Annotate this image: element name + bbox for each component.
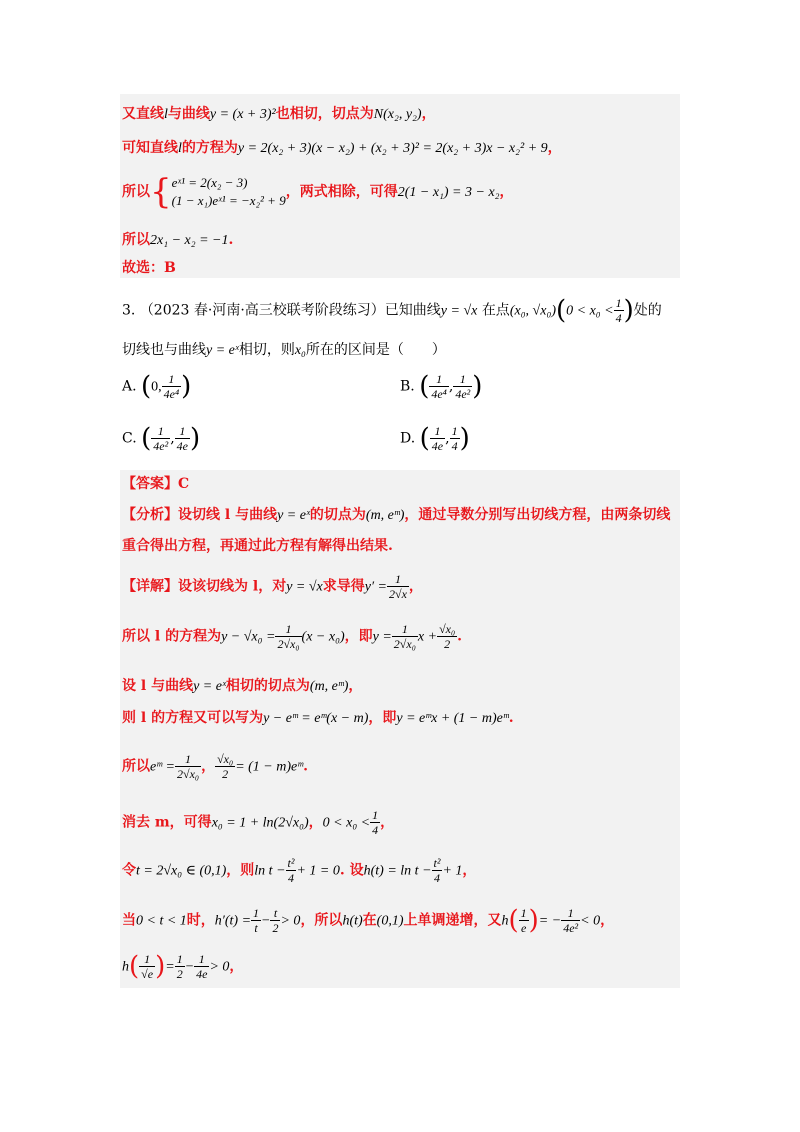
equation-system: [172, 174, 286, 210]
option-label: A.: [122, 378, 137, 395]
text: ，即: [344, 628, 373, 645]
den: 2√x: [389, 587, 407, 601]
text: 故选：B: [122, 260, 176, 276]
math: < 0: [580, 913, 601, 929]
equation: y = eˣ: [206, 343, 239, 358]
fraction: [151, 424, 170, 453]
math: (0,1): [376, 913, 404, 929]
detail-line-2: [122, 622, 462, 651]
fraction: [430, 424, 445, 453]
equation: y = √x: [440, 303, 478, 319]
text: 所以: [122, 758, 150, 775]
text: ，: [499, 184, 514, 200]
math: l: [178, 141, 182, 156]
detail-line-8: [122, 906, 614, 935]
point: N(x₂, y₂): [373, 107, 422, 122]
point: (m, eᵐ): [309, 679, 349, 694]
equation: y = eᵐx + (1 − m)eᵐ: [396, 711, 509, 726]
solution-line-1: [122, 104, 436, 125]
text: ，: [421, 106, 436, 122]
text: 消去 m，可得: [122, 814, 212, 831]
math: h(t): [342, 913, 363, 929]
text: ，所以: [300, 912, 343, 929]
num: 1: [151, 424, 170, 439]
fraction: [175, 952, 185, 981]
fraction: [175, 424, 190, 453]
text: （2023 春·河南·高三校联考阶段练习）已知曲线: [139, 302, 441, 319]
den: 4e²: [153, 439, 169, 453]
math: y =: [372, 629, 392, 645]
equation: y = (x + 3)²: [209, 107, 276, 122]
num: 1: [387, 572, 409, 587]
num: 1: [139, 952, 155, 967]
paren: (: [141, 423, 152, 454]
den: 4e²: [563, 921, 579, 935]
detail-line-1: [122, 572, 423, 601]
num: 1: [453, 372, 472, 387]
paren: ): [472, 371, 483, 402]
math: > 0: [280, 913, 301, 929]
math: x₀: [294, 343, 306, 358]
fraction: [453, 372, 472, 401]
math: −: [184, 959, 195, 975]
text: 则 l 的方程又可以写为: [122, 710, 264, 726]
analysis-line-2: [122, 536, 393, 556]
den: 4e⁴: [431, 387, 447, 401]
detail-line-3: [122, 676, 362, 697]
option-a[interactable]: [122, 372, 191, 401]
num: 1: [430, 424, 445, 439]
solution-line-3: [122, 172, 514, 213]
equation: y = eˣ: [277, 508, 310, 523]
text: ，: [380, 814, 395, 831]
den: √e: [141, 967, 154, 981]
paren: ): [181, 371, 192, 402]
point: (m, eᵐ): [365, 508, 405, 523]
den: 4e: [176, 439, 188, 453]
num: √x₀: [217, 752, 234, 766]
detail-line-9: [122, 952, 243, 981]
text: 所以: [122, 184, 150, 200]
fraction: [614, 296, 624, 325]
den: t: [254, 921, 258, 935]
paren: (: [419, 423, 430, 454]
question-line-2: [122, 340, 446, 361]
solution-line-2: [122, 138, 562, 159]
paren: (: [129, 951, 140, 982]
num: t²: [287, 856, 295, 870]
analysis-tag: 【分析】: [122, 507, 178, 523]
math: h′(t) =: [214, 913, 252, 929]
den: 2: [272, 921, 279, 935]
math: > 0: [209, 959, 230, 975]
solution-line-4: [122, 230, 233, 251]
math: (x − x₀): [301, 629, 345, 645]
equation: 2x₁ − x₂ = −1: [150, 233, 229, 248]
fraction: [437, 622, 457, 651]
text: 也相切，切点为: [275, 106, 374, 122]
num: 1: [253, 906, 260, 920]
equation: eˣ¹ = 2(x₂ − 3): [171, 175, 248, 190]
den: 4e²: [455, 387, 471, 401]
text: ，: [600, 912, 615, 929]
paren: (: [141, 371, 152, 402]
text: .: [457, 628, 463, 645]
text: 在点: [481, 302, 510, 319]
text: 与曲线: [167, 106, 210, 122]
fraction: [194, 952, 209, 981]
option-label: C.: [122, 430, 137, 447]
text: .: [228, 232, 234, 248]
num: 1: [561, 906, 580, 921]
den: 2: [176, 967, 183, 981]
math: 0 < t < 1: [136, 913, 187, 929]
text: .: [303, 758, 308, 775]
option-label: D.: [400, 430, 416, 447]
text: ，即: [368, 710, 397, 726]
text: 相切的切点为: [225, 678, 310, 694]
text: . 设: [339, 862, 364, 879]
text: 设 l 与曲线: [122, 678, 194, 694]
text: ，: [408, 578, 423, 595]
text: 的方程为: [181, 140, 238, 156]
text: 所以: [122, 232, 150, 248]
paren: (: [555, 295, 567, 326]
equation: 2(1 − x₁) = 3 − x₂: [397, 185, 500, 200]
fraction: [139, 952, 155, 981]
option-d[interactable]: D. ( $\frac{1}{4e}$ , $\frac{1}{4}$ ): [400, 423, 470, 454]
text: 处的: [633, 302, 662, 319]
den: 4: [288, 871, 294, 885]
den: 2√x₀: [393, 637, 416, 651]
equation: y = √x: [286, 579, 323, 595]
math: x +: [417, 629, 438, 645]
text: .: [508, 710, 514, 726]
math: 0,: [151, 379, 162, 395]
den: 4e: [431, 439, 444, 453]
math: = (1 − m)eᵐ: [235, 759, 304, 775]
text: 切线也与曲线: [122, 342, 206, 358]
text: 求导得: [322, 578, 365, 595]
math: h(t) = ln t −: [363, 863, 432, 879]
text: 的切点为: [309, 507, 366, 523]
den: 2√x₀: [277, 637, 300, 651]
text: 所在的区间是（ ）: [305, 342, 446, 358]
text: ，两式相除，可得: [285, 184, 398, 200]
math: = −: [538, 913, 562, 929]
detail-tag: 【详解】: [122, 578, 178, 595]
fraction: [286, 856, 297, 885]
math: 0 < x₀ <: [566, 303, 614, 319]
equation: y = 2(x₂ + 3)(x − x₂) + (x₂ + 3)² = 2(x₂ + 3)x − x₂² + 9: [237, 141, 548, 156]
equation: t = 2√x₀ ∈ (0,1): [136, 863, 227, 879]
fraction: [432, 856, 443, 885]
num: 1: [194, 952, 209, 967]
paren: (: [419, 371, 430, 402]
detail-line-6: [122, 808, 394, 837]
text: ，: [229, 958, 244, 975]
fraction: [251, 906, 261, 935]
fraction: [519, 906, 529, 935]
num: 1: [175, 424, 190, 439]
fraction: [370, 808, 380, 837]
text: 又直线: [122, 106, 164, 122]
math: =: [165, 959, 175, 975]
text: ，: [462, 862, 477, 879]
math: l: [164, 107, 168, 122]
paren: ): [190, 423, 201, 454]
den: 4: [615, 311, 622, 325]
question-line-1: [122, 296, 662, 325]
math: h: [122, 959, 129, 975]
math: + 1: [442, 863, 463, 879]
text: ，: [201, 758, 216, 775]
fraction: [429, 372, 449, 401]
paren: ): [528, 905, 539, 936]
paren: ): [623, 295, 634, 326]
equation: y − eᵐ = eᵐ(x − m): [263, 711, 369, 726]
num: 1: [451, 424, 458, 438]
text: 设该切线为 l，对: [178, 578, 287, 595]
fraction: [270, 906, 280, 935]
num: 1: [392, 622, 418, 637]
math: ln t −: [254, 863, 286, 879]
num: t²: [433, 856, 441, 870]
paren: (: [508, 905, 519, 936]
fraction: [561, 906, 580, 935]
math: y′ =: [364, 579, 387, 595]
math: + 1 = 0: [296, 863, 340, 879]
num: √x₀: [439, 622, 456, 636]
den: 2√x₀: [177, 767, 200, 781]
point: (x₀, √x₀): [509, 303, 556, 319]
fraction: [387, 572, 409, 601]
text: 上单调递增，又: [403, 912, 502, 929]
fraction: [275, 622, 301, 651]
num: 1: [275, 622, 301, 637]
den: 4: [451, 439, 458, 453]
answer-line: [122, 474, 189, 494]
paren: ): [459, 423, 470, 454]
text: ，: [348, 678, 363, 694]
den: 2: [444, 637, 451, 651]
den: 2: [222, 767, 229, 781]
option-label: B.: [400, 378, 415, 395]
option-b[interactable]: B. ( $\frac{1}{\text{4e⁴}}$ , $\frac{1}{\text{4e²}}$ ): [400, 371, 483, 402]
den: 4: [433, 871, 440, 885]
detail-line-7: [122, 856, 476, 885]
option-c[interactable]: C. ( $\frac{1}{\text{4e²}}$ , $\frac{1}{4e}$ ): [122, 423, 201, 454]
text: 重合得出方程，再通过此方程有解得出结果.: [122, 538, 393, 554]
text: ，通过导数分别写出切线方程，由两条切线: [404, 507, 671, 523]
math: y − √x₀ =: [221, 629, 276, 645]
answer-tag: 【答案】: [122, 476, 178, 492]
num: 1: [520, 906, 527, 920]
num: 1: [175, 752, 201, 767]
text: ，: [547, 140, 562, 156]
den: 4: [372, 823, 379, 837]
text: 所以 l 的方程为: [122, 628, 222, 645]
text: 令: [122, 862, 136, 879]
paren: ): [155, 951, 166, 982]
num: 1: [615, 296, 622, 310]
text: 设切线 l 与曲线: [178, 507, 278, 523]
brace: {: [150, 172, 172, 212]
answer-value: C: [178, 476, 190, 492]
text: 时，: [186, 912, 215, 929]
detail-line-4: [122, 708, 514, 729]
analysis-line-1: [122, 505, 670, 526]
question-number: 3.: [122, 302, 136, 319]
den: 4e⁴: [163, 387, 180, 401]
text: ，: [308, 814, 323, 831]
text: 当: [122, 912, 136, 929]
equation: (1 − x₁)eˣ¹ = −x₂² + 9: [171, 193, 286, 208]
num: 1: [162, 372, 182, 387]
num: 1: [429, 372, 449, 387]
equation: x₀ = 1 + ln(2√x₀): [211, 815, 309, 831]
text: ，则: [226, 862, 255, 879]
num: t: [270, 906, 280, 921]
text: 可知直线: [122, 140, 178, 156]
math: eᵐ =: [150, 759, 175, 775]
fraction: [175, 752, 201, 781]
fraction: [215, 752, 235, 781]
den: e: [520, 921, 527, 935]
math: 0 < x₀ <: [322, 815, 371, 831]
num: 1: [372, 808, 379, 822]
math: h: [501, 913, 509, 929]
math: −: [261, 913, 271, 929]
text: 相切，则: [238, 342, 295, 358]
equation: y = eˣ: [193, 679, 226, 694]
fraction: [162, 372, 182, 401]
fraction: [450, 424, 460, 453]
den: 4e: [196, 967, 208, 981]
text: 在: [362, 912, 377, 929]
solution-line-5: [122, 258, 176, 278]
detail-line-5: [122, 752, 308, 781]
num: 1: [176, 952, 183, 966]
fraction: [392, 622, 418, 651]
